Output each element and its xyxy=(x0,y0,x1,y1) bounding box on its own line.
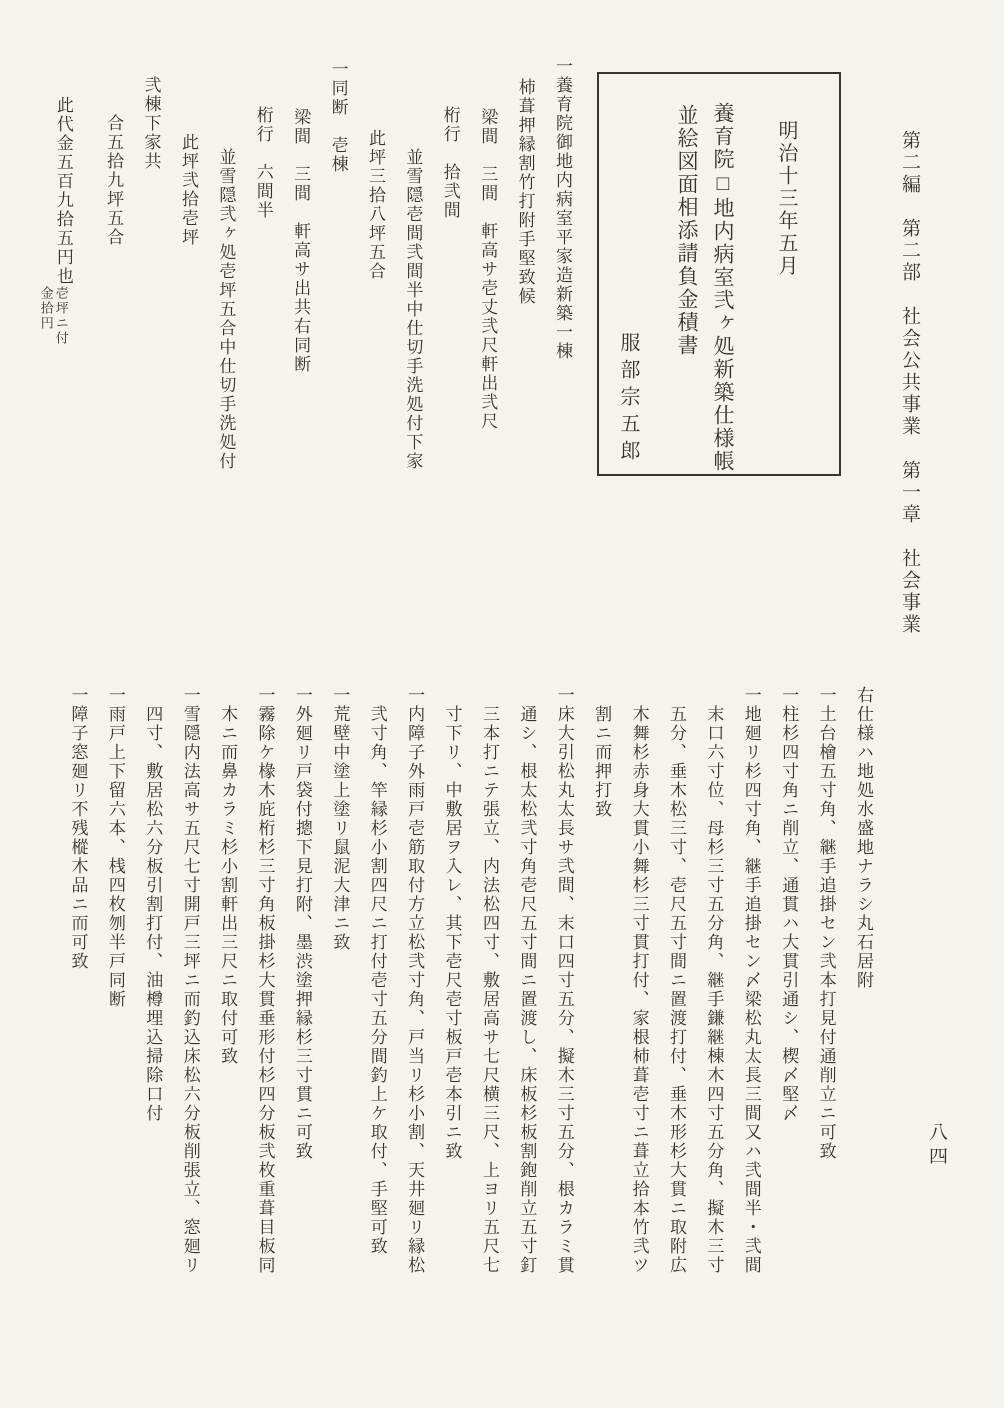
spec-line-text: 梁間 三間 軒高サ出共右同断 xyxy=(291,108,311,374)
spec-line-text: 一床大引松丸太長サ弐間、末口四寸五分、擬木三寸五分、根カラミ貫 xyxy=(554,686,574,1275)
spec-line-text: 四寸、敷居松六分板引割打付、油樽埋込掃除口付 xyxy=(143,705,163,1123)
spec-line xyxy=(583,686,620,1326)
spec-line-text: 一障子窓廻リ不残樅木品ニ而可致 xyxy=(68,686,88,971)
spec-line xyxy=(433,686,470,1326)
spec-line xyxy=(396,686,433,1326)
spec-line xyxy=(807,686,844,1326)
spec-line xyxy=(620,686,657,1326)
spec-line xyxy=(508,686,545,1326)
running-head: 第二編 第二部 社会公共事業 第一章 社会事業 xyxy=(899,130,920,636)
spec-line-text: 末口六寸位、母杉三寸五分角、継手鎌継棟木四寸五分角、擬木三寸 xyxy=(704,705,724,1275)
spec-line-text: 五分、垂木松三寸、壱尺五寸間ニ置渡打付、垂木形杉大貫ニ取附広 xyxy=(666,705,686,1275)
spec-line xyxy=(770,686,807,1326)
spec-line-text: 弐棟下家共 xyxy=(141,76,161,171)
spec-line xyxy=(171,686,208,1326)
spec-line xyxy=(96,686,133,1326)
spec-line xyxy=(170,52,207,562)
spec-line xyxy=(132,52,169,562)
spec-line-text: 一雪隠内法高サ五尺七寸開戸三坪ニ而釣込床松六分板削張立、窓廻リ xyxy=(180,686,200,1275)
spec-line xyxy=(321,686,358,1326)
spec-line xyxy=(506,52,543,562)
spec-line-text: 此代金五百九拾五円也 xyxy=(53,96,73,286)
spec-line xyxy=(845,686,882,1326)
spec-line-text: 並雪隠弐ヶ処壱坪五合中仕切手洗処付 xyxy=(216,148,236,471)
spec-line-text: 通シ、根太松弐寸角壱尺五寸間ニ置渡し、床板杉板割鉋削立五寸釘 xyxy=(517,705,537,1275)
spec-line-text: 一地廻リ杉四寸角、継手追掛セン〆梁松丸太長三間又ハ弐間半・弐間 xyxy=(741,686,761,1275)
spec-line-text: 寸下リ、中敷居ヲ入レ、其下壱尺壱寸板戸壱本引ニ致 xyxy=(442,705,462,1161)
spec-line-text: 右仕様ハ地処水盛地ナラシ丸石居附 xyxy=(854,686,873,990)
spec-line xyxy=(471,686,508,1326)
spec-line-text: 割ニ而押打致 xyxy=(592,705,612,819)
document-subtitle: 並絵図面相添請負金積書 xyxy=(675,104,699,357)
spec-line xyxy=(207,52,244,562)
document-title: 養育院□地内病室弐ヶ処新築仕様帳 xyxy=(711,102,735,473)
title-box-content xyxy=(599,74,831,474)
title-box xyxy=(597,72,841,476)
spec-line xyxy=(95,52,132,562)
spec-line-text: 一土台檜五寸角、継手追掛セン弐本打見付通削立ニ可致 xyxy=(816,686,836,1161)
spec-line-text: 合五拾九坪五合 xyxy=(104,114,124,247)
spec-line xyxy=(39,52,95,562)
spec-line xyxy=(357,52,394,562)
spec-line-text: 桁行 拾弐間 xyxy=(440,106,460,220)
spec-line-text: 弐寸角、竿縁杉小割四尺ニ打付壱寸五分間釣上ケ取付、手堅可致 xyxy=(367,705,387,1256)
document-date: 明治十三年五月 xyxy=(775,120,797,278)
spec-line xyxy=(732,686,769,1326)
unit-price-note-line: 金拾円 xyxy=(38,286,54,331)
spec-line-text: 此坪三拾八坪五合 xyxy=(365,129,385,281)
spec-line-text: 一同断 壱棟 xyxy=(328,60,348,174)
spec-line-text: 木舞杉赤身大貫小舞杉三寸貫打付、家根柿葺壱寸ニ葺立拾本竹弐ツ xyxy=(629,705,649,1275)
spec-line-text: 梁間 三間 軒高サ壱丈弐尺軒出弐尺 xyxy=(478,108,498,431)
spec-line xyxy=(358,686,395,1326)
spec-line xyxy=(284,686,321,1326)
spec-line-text: 一荒壁中塗上塗リ鼠泥大津ニ致 xyxy=(330,686,350,952)
spec-line xyxy=(431,52,468,562)
unit-price-note-line: 壱坪ニ付 xyxy=(53,286,69,346)
document-author: 服部宗五郎 xyxy=(617,332,639,467)
spec-line xyxy=(59,686,96,1326)
specification-details-block xyxy=(58,686,882,1326)
spec-line-text: 一柱杉四寸角ニ削立、通貫ハ大貫引通シ、楔〆堅〆 xyxy=(779,686,799,1123)
spec-line xyxy=(319,52,356,562)
page-number: 八四 xyxy=(926,1122,947,1170)
spec-line xyxy=(658,686,695,1326)
spec-line-text: 一霧除ケ椽木庇桁杉三寸角板掛杉大貫垂形付杉四分板弐枚重葺目板同 xyxy=(255,686,275,1275)
spec-line xyxy=(282,52,319,562)
spec-line xyxy=(246,686,283,1326)
spec-line xyxy=(544,52,581,562)
building-summary-block xyxy=(38,52,581,562)
spec-line xyxy=(134,686,171,1326)
spec-line xyxy=(545,686,582,1326)
spec-line xyxy=(695,686,732,1326)
spec-line-text: 一外廻リ戸袋付摠下見打附、墨渋塗押縁杉三寸貫ニ可致 xyxy=(292,686,312,1161)
spec-line-text: 柿葺押縁割竹打附手堅致候 xyxy=(515,78,535,306)
spec-line-text: 並雪隠壱間弐間半中仕切手洗処付下家 xyxy=(403,148,423,471)
spec-line xyxy=(244,52,281,562)
spec-line-text: 桁行 六間半 xyxy=(253,106,273,220)
spec-line-text: 三本打ニテ張立、内法松四寸、敷居高サ七尺横三尺、上ヨリ五尺七 xyxy=(479,705,499,1275)
spec-line-text: 一雨戸上下留六本、桟四枚刎半戸同断 xyxy=(105,686,125,1009)
spec-line-text: 此坪弐拾壱坪 xyxy=(178,133,198,247)
spec-line-text: 木ニ而鼻カラミ杉小割軒出三尺ニ取付可致 xyxy=(218,705,238,1066)
spec-line-text: 一内障子外雨戸壱筋取付方立松弐寸角、戸当リ杉小割、天井廻リ縁松 xyxy=(405,686,425,1275)
spec-line xyxy=(394,52,431,562)
spec-line-text: 一養育院御地内病室平家造新築一棟 xyxy=(553,57,572,361)
spec-line xyxy=(209,686,246,1326)
spec-line xyxy=(469,52,506,562)
unit-price-note xyxy=(39,286,69,346)
